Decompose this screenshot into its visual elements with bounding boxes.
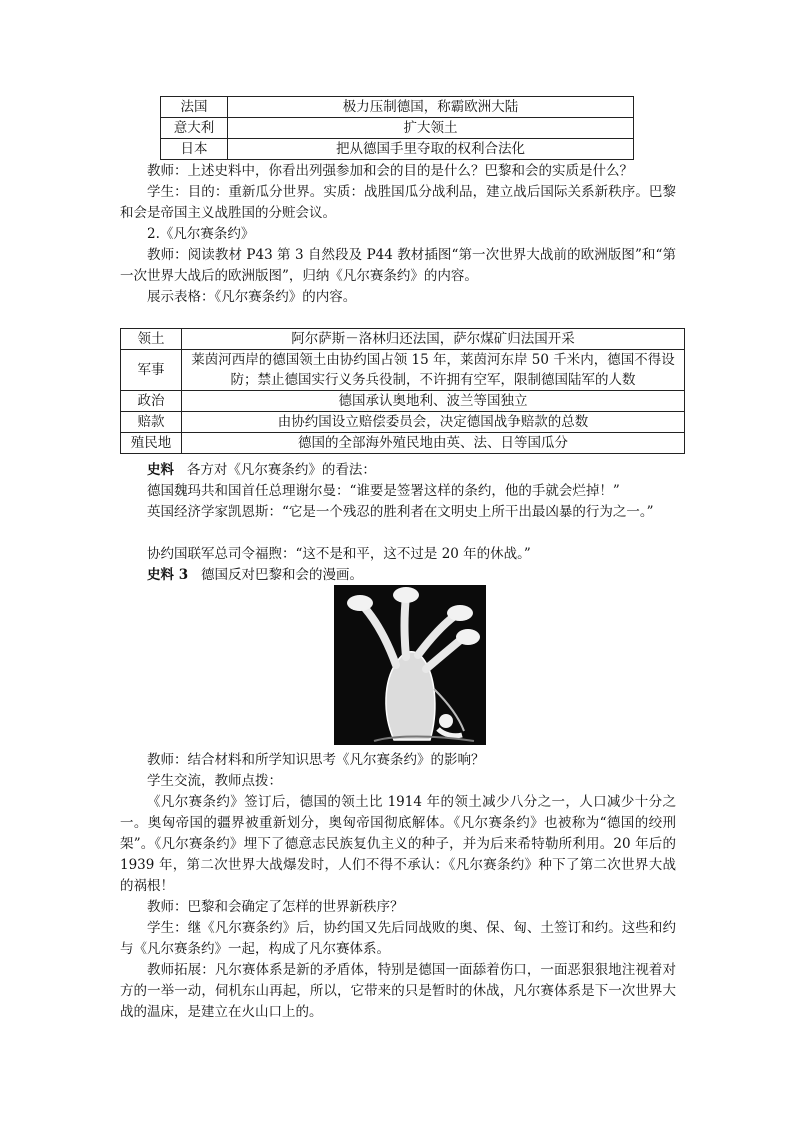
- quote-keynes: 英国经济学家凯恩斯：“它是一个残忍的胜利者在文明史上所干出最凶暴的行为之一。”: [147, 504, 654, 520]
- source-text: 各方对《凡尔赛条约》的看法：: [186, 462, 376, 478]
- category-cell: 殖民地: [121, 433, 182, 454]
- content-cell: 由协约国设立赔偿委员会，决定德国战争赔款的总数: [182, 412, 685, 433]
- teacher-instruction: 教师：阅读教材 P43 第 3 自然段及 P44 教材插图“第一次世界大战前的欧洲版图”和“第一次世界大战后的欧洲版图”，归纳《凡尔赛条约》的内容。: [120, 247, 676, 284]
- source-label: 史料 3: [147, 567, 189, 583]
- content-cell: 德国承认奥地利、波兰等国独立: [182, 391, 685, 412]
- table-row: [121, 329, 685, 350]
- source-intro: [120, 460, 676, 481]
- category-cell: 领土: [121, 329, 182, 350]
- cartoon-image: [334, 585, 486, 745]
- powers-aims-table: [160, 96, 634, 160]
- section-heading: 2.《凡尔赛条约》: [147, 226, 255, 242]
- teacher-question-impact: 教师：结合材料和所学知识思考《凡尔赛条约》的影响？: [147, 752, 485, 768]
- table-row: [121, 350, 685, 391]
- table-row: [121, 433, 685, 454]
- category-cell: 军事: [121, 350, 182, 391]
- table-intro: 展示表格：《凡尔赛条约》的内容。: [147, 289, 357, 305]
- source3-intro: [120, 565, 676, 586]
- country-cell: 日本: [161, 139, 228, 160]
- category-cell: 赔款: [121, 412, 182, 433]
- table-row: [161, 97, 634, 118]
- student-answer-order: 学生：继《凡尔赛条约》后，协约国又先后同战败的奥、保、匈、土签订和约。这些和约与《凡尔赛条约》一起，构成了凡尔赛体系。: [120, 920, 676, 957]
- country-cell: 意大利: [161, 118, 228, 139]
- teacher-extension: 教师拓展：凡尔赛体系是新的矛盾体，特别是德国一面舔着伤口，一面恶狠狠地注视着对方的一举一动，伺机东山再起，所以，它带来的只是暂时的休战，凡尔赛体系是下一次世界大战的温床，是建立在火山口上的。: [120, 962, 676, 1020]
- table-row: [161, 118, 634, 139]
- table-row: [161, 139, 634, 160]
- teacher-question-order: 教师：巴黎和会确定了怎样的世界新秩序？: [147, 899, 404, 915]
- category-cell: 政治: [121, 391, 182, 412]
- aim-cell: 把从德国手里夺取的权利合法化: [228, 139, 634, 160]
- cartoon-drawing: [334, 585, 486, 745]
- teacher-question: 教师：上述史料中，你看出列强参加和会的目的是什么？巴黎和会的实质是什么？: [147, 163, 633, 179]
- quote-scheidemann: 德国魏玛共和国首任总理谢尔曼：“谁要是签署这样的条约，他的手就会烂掉！”: [147, 483, 620, 499]
- content-cell: 德国的全部海外殖民地由英、法、日等国瓜分: [182, 433, 685, 454]
- versailles-content-table: [120, 328, 685, 454]
- source-text: 德国反对巴黎和会的漫画。: [200, 567, 363, 583]
- source-label: 史料: [147, 462, 174, 478]
- student-answer: 学生：目的：重新瓜分世界。实质：战胜国瓜分战利品，建立战后国际关系新秩序。巴黎和会是帝国主义战胜国的分赃会议。: [120, 184, 676, 221]
- aim-cell: 极力压制德国，称霸欧洲大陆: [228, 97, 634, 118]
- table-row: [121, 391, 685, 412]
- impact-explanation: 《凡尔赛条约》签订后，德国的领土比 1914 年的领土减少八分之一，人口减少十分之一。奥匈帝国的疆界被重新划分，奥匈帝国彻底解体。《凡尔赛条约》也被称为“德国的绞刑架”。《凡尔赛条约》埋下了德意志民族复仇主义的种子，并为后来希特勒所利用。20 年后的 1939 年，第二次世界大战爆发时，人们不得不承认：《凡尔赛条约》种下了第二次世界大战的祸根！: [120, 794, 676, 894]
- quote-foch: 协约国联军总司令福煦：“这不是和平，这不过是 20 年的休战。”: [147, 546, 531, 562]
- content-cell: 阿尔萨斯－洛林归还法国，萨尔煤矿归法国开采: [182, 329, 685, 350]
- country-cell: 法国: [161, 97, 228, 118]
- content-cell: 莱茵河西岸的德国领土由协约国占领 15 年，莱茵河东岸 50 千米内，德国不得设防；禁止德国实行义务兵役制，不许拥有空军，限制德国陆军的人数: [182, 350, 685, 391]
- aim-cell: 扩大领土: [228, 118, 634, 139]
- discussion-intro: 学生交流，教师点拨：: [147, 773, 282, 789]
- table-row: [121, 412, 685, 433]
